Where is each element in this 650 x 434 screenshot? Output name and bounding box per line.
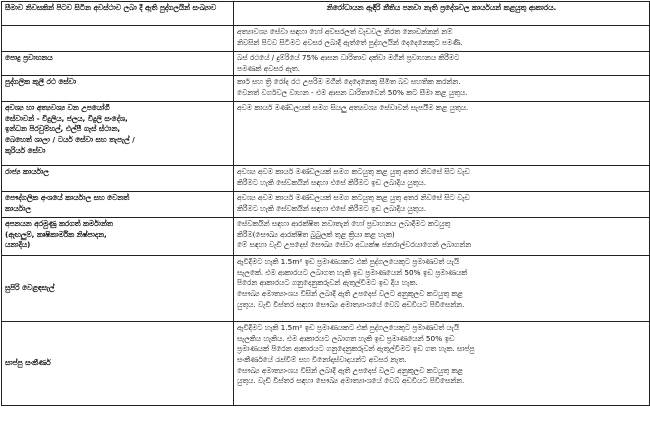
table-body bbox=[2, 26, 650, 406]
category-text: පොදු ප්‍රවාහනය bbox=[5, 53, 53, 62]
guideline-cell bbox=[234, 322, 650, 406]
table-row bbox=[2, 76, 650, 102]
category-line: පෞද්ගලික අංශයේ කාර්යාල සහ වෙනත් bbox=[5, 193, 130, 203]
table-row bbox=[2, 52, 650, 76]
table-row bbox=[2, 102, 650, 166]
category-cell bbox=[2, 52, 234, 76]
category-cell bbox=[2, 26, 234, 52]
guideline-line: කාර් සහ ත්‍රි රෝද රථ උපරිම මගීන් දෙදෙනෙකු සීමිත බව සහතික කරන්න. bbox=[237, 77, 461, 87]
guideline-line: කිරීම(සෞඛ්‍ය ආරක්ෂිත බුබුලක් තුළ ක්‍රියා කළ හැක) bbox=[237, 229, 395, 239]
guideline-cell bbox=[234, 166, 650, 192]
category-cell bbox=[2, 256, 234, 322]
guideline-cell bbox=[234, 192, 650, 218]
table-row bbox=[2, 256, 650, 322]
guideline-cell bbox=[234, 218, 650, 256]
category-cell bbox=[2, 76, 234, 102]
header-guideline-text: නිරෝධායන ඇඳිරි නීතිය පනවා නැති ප්‍රදේශවල කාර්යයන් කළයුතු ආකාරය. bbox=[326, 3, 557, 12]
table-row bbox=[2, 322, 650, 406]
category-cell bbox=[2, 166, 234, 192]
guideline-line: අවම කාර්ය මණ්ඩලයක් සමග සියලු අත්‍යවශ්‍ය සේවාවන් සැපයීම කළ යුතුය. bbox=[237, 103, 469, 113]
category-text: පුද්ගලික කුලී රථ සේවා bbox=[5, 77, 77, 87]
guideline-line: අවශ්‍ය අවම කාර්ය මණ්ඩලයක් සමග කටයුතු කළ යුතු අතර නිවසේ සිට වැඩ bbox=[237, 193, 470, 203]
category-line: ඉන්ධන පිරවුම්හල්, එල්පී ගෑස් ස්ථාන, bbox=[5, 124, 121, 134]
guideline-line: ඇවිදීමට හැකි 1.5m² ඉඩ ප්‍රමාණයකට එක් පුද්ගලයෙකුට ප්‍රමාණවත් යැයි bbox=[237, 323, 460, 333]
category-cell bbox=[2, 102, 234, 166]
category-line: සේවාවන් - විදුලිය, ජලය, විදුලි සංදේශ, bbox=[5, 113, 128, 123]
guideline-line: අත්‍යාවශ්‍ය සේවා සඳහා හෝ අවසරලත් වැඩවල නිරත නොවන්නන් නම් bbox=[237, 27, 453, 36]
guideline-cell bbox=[234, 102, 650, 166]
guideline-line: සැලකිය හැකිය. එම ආකාරයට ලබාගත හැකි ඉඩ ප්‍රමාණයෙන් 50% ඉඩ bbox=[237, 333, 455, 343]
header-category-text: සීමාව නිවසකින් පිටව සිටින අවස්ථාව ලබා දී ඇති පුද්ගලයින් සංඛ්‍යාව bbox=[5, 3, 217, 12]
guideline-line: යුතුය. වැඩි විස්තර සඳහා සෞඛ්‍ය අමාත්‍යාංශයේ වෙබ් අඩවියට පිවිසෙන්න. bbox=[237, 376, 465, 386]
guideline-cell bbox=[234, 76, 650, 102]
guideline-line: සේවකයින් සඳහා ආරක්ෂිත නවාතැන් හෝ ප්‍රවාහනය ලබාදීමට කටයුතු bbox=[237, 219, 451, 229]
table-row bbox=[2, 218, 650, 256]
guidelines-table bbox=[1, 1, 650, 406]
guideline-line: පිරෙන ආකාරයට ගනුදෙනුකරුවන් ඇතුල්වීමට ඉඩ දිය හැක. bbox=[237, 278, 418, 288]
guideline-line: නිවසින් පිටව සිටීමට අවසර ලබාදී ඇත්තේ පුද්ගලයින් දෙදෙනෙකුට පමණි. bbox=[237, 37, 463, 47]
guideline-line: අවශ්‍ය අවම කාර්ය මණ්ඩලයක් සමග කටයුතු කළ යුතු අතර නිවසේ සිට වැඩ bbox=[237, 167, 470, 177]
guideline-line: ඇවිදීමට හැකි 1.5m² ඉඩ ප්‍රමාණයකට එක් පුද්ගලයෙකුට ප්‍රමාණවත් යැයි bbox=[237, 257, 460, 267]
category-line: කාර්යාල bbox=[5, 203, 31, 213]
guideline-line: සෞඛ්‍ය අමාත්‍යාංශය විසින් ලබාදී ඇති උපදෙස් වලට අනුකූලව කටයුතු කළ bbox=[237, 288, 463, 298]
guideline-line: කිරීමට හැකි සේවකයින් සඳහා එසේ කිරීමට ඉඩ ලබාදිය යුතුය. bbox=[237, 203, 427, 213]
category-line: බෙහෙත් ශාලා / ටයර් සේවා සහ තැපැල් / bbox=[5, 134, 135, 144]
guideline-line: වෙනත් වර්ගවල වාහන - එම ආසන ධාරිතාවෙන් 50% කට සීමා කළ යුතුය. bbox=[237, 87, 468, 97]
category-line: අවශ්‍ය හා අත්‍යවශ්‍ය වන උපයෝගී bbox=[5, 103, 110, 113]
guideline-line: මේ සඳහා වැඩි උපදෙස් සෞඛ්‍ය සේවා අධ්‍යක්ෂ ජනරාල්වරයාගෙන් ලබාගන්න bbox=[237, 240, 472, 250]
guideline-line: කිරීමට හැකි සේවකයින් සඳහා එසේ කිරීමට ඉඩ ලබාදිය යුතුය. bbox=[237, 177, 427, 187]
category-line: යනාදිය) bbox=[5, 240, 31, 250]
guideline-line: ප්‍රමාණයක් පිරෙන ආකාරයට ගනුදෙනුකරුවන් ඇතුල්වීමට ඉඩ ගත හැක. සාප්පු bbox=[237, 344, 475, 354]
guideline-cell bbox=[234, 52, 650, 76]
category-text: රාජ්‍ය කාර්යාල bbox=[5, 167, 49, 177]
table-row bbox=[2, 26, 650, 52]
guideline-cell bbox=[234, 26, 650, 52]
category-cell bbox=[2, 192, 234, 218]
category-line: කුරියර් සේවා bbox=[5, 145, 46, 155]
document-page bbox=[1, 1, 649, 432]
guideline-line: යුතුය. වැඩි විස්තර සඳහා සෞඛ්‍ය අමාත්‍යාංශයේ වෙබ් අඩවියට පිවිසෙන්න. bbox=[237, 299, 465, 309]
guideline-cell bbox=[234, 256, 650, 322]
category-line: අපනයන අරමුණු කරගත් කර්මාන්ත bbox=[5, 219, 113, 229]
header-cell-guideline bbox=[234, 2, 650, 26]
table-header-row bbox=[2, 2, 650, 26]
table-row bbox=[2, 192, 650, 218]
category-text: සුපිරි වෙළඳසැල් bbox=[5, 283, 55, 293]
category-cell bbox=[2, 218, 234, 256]
table-row bbox=[2, 166, 650, 192]
category-text: සාප්පු සංකීර්ණ bbox=[5, 358, 51, 368]
category-line: (ඇඟලුම්, කෘෂිකාර්මික නිෂ්පාදන, bbox=[5, 229, 107, 239]
header-cell-category bbox=[2, 2, 234, 26]
guideline-line: පමණක් අවසර ඇත. bbox=[237, 63, 300, 73]
guideline-line: සෞඛ්‍ය අමාත්‍යාංශය විසින් ලබාදී ඇති උපදෙස් වලට අනුකූලව කටයුතු කළ bbox=[237, 365, 463, 375]
guideline-line: බස් රථයේ / දුම්රියේ 75% ආසන ධාරිතාව දක්වා මගීන් ප්‍රවාහනය කිරීමට bbox=[237, 53, 460, 62]
guideline-line: සංකීර්ණයේ රැස්වීම් සහ විනෝදාස්වාදයන්ට අවසර නැත. bbox=[237, 354, 407, 364]
guideline-line: සැලකේ. එම ආකාරයට ලබාගත හැකි ඉඩ ප්‍රමාණයෙන් 50% ඉඩ ප්‍රමාණයක් bbox=[237, 267, 468, 277]
category-cell bbox=[2, 322, 234, 406]
